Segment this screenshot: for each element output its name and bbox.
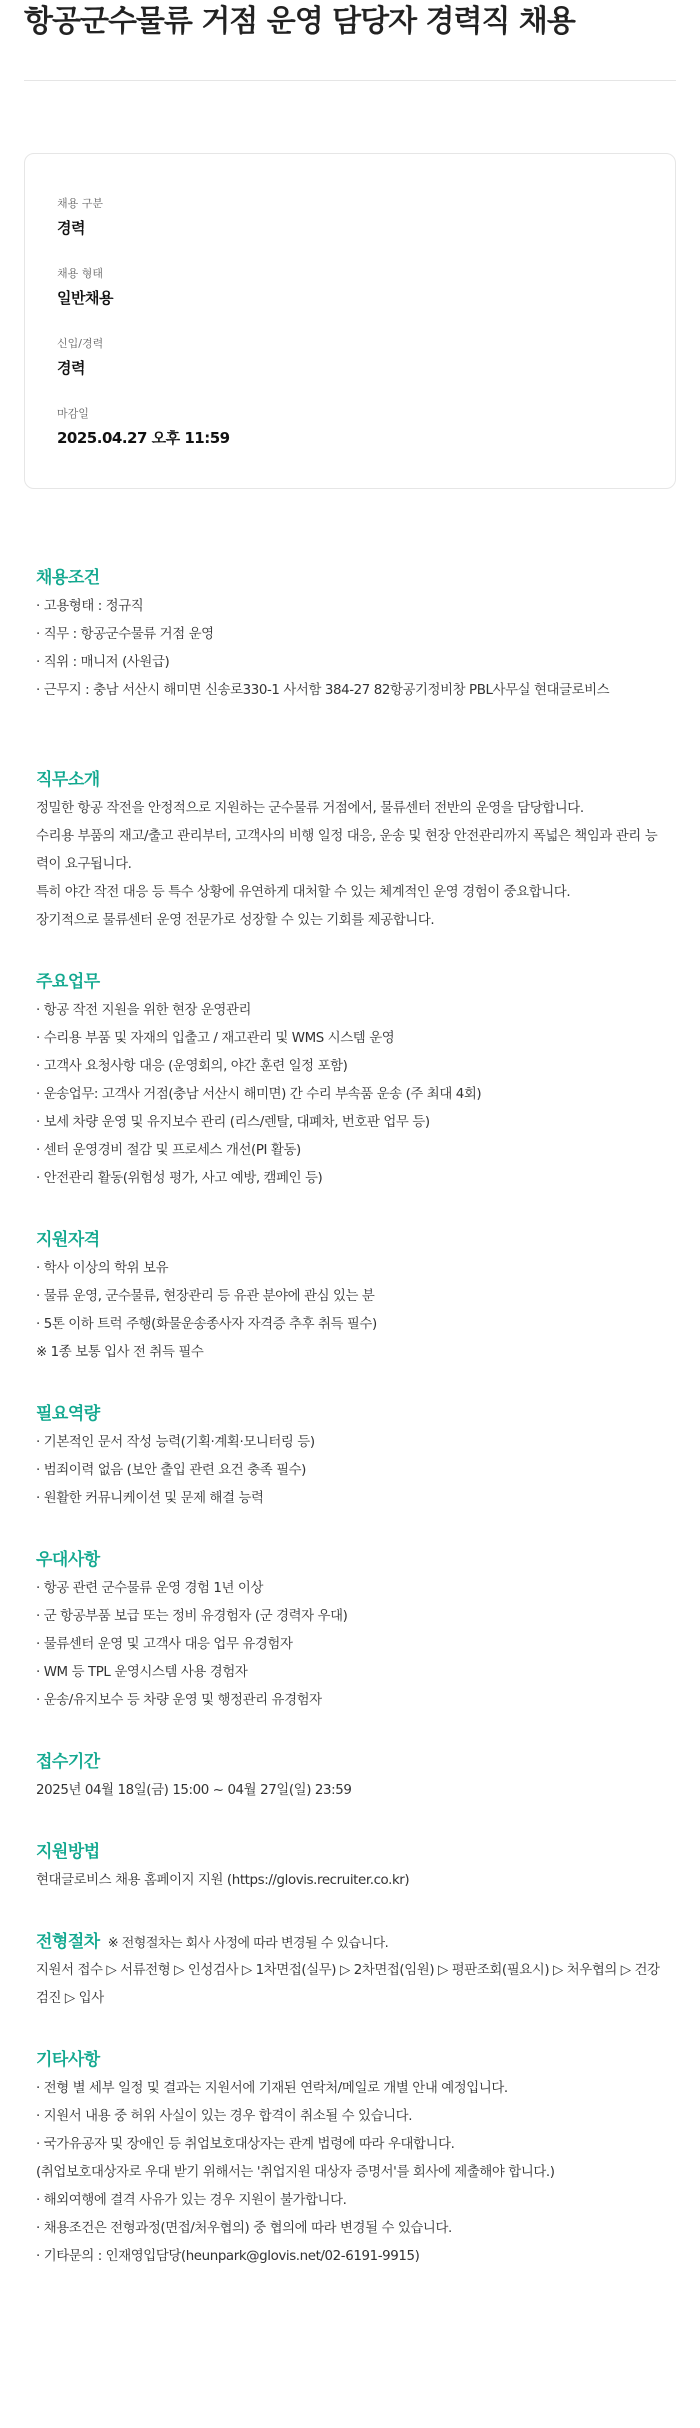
section-title: 기타사항 [36,2050,100,2070]
section-title: 직무소개 [36,770,100,790]
process-note: ※ 전형절차는 회사 사정에 따라 변경될 수 있습니다. [107,1936,389,1951]
summary-label: 채용 구분 [57,197,104,210]
page-title: 항공군수물류 거점 운영 담당자 경력직 채용 [24,4,575,39]
section-period [36,1747,664,1805]
title-divider [24,80,676,81]
section-apply [36,1837,664,1895]
list-item: · 범죄이력 없음 (보안 출입 관련 요건 충족 필수) [36,1463,306,1478]
list-item: · 물류센터 운영 및 고객사 대응 업무 유경험자 [36,1637,293,1652]
list-item: · 센터 운영경비 절감 및 프로세스 개선(PI 활동) [36,1143,301,1158]
section-title: 우대사항 [36,1550,100,1570]
list-item: · 기본적인 문서 작성 능력(기획·계획·모니터링 등) [36,1435,315,1450]
period-text: 2025년 04월 18일(금) 15:00 ~ 04월 27일(일) 23:59 [36,1783,352,1798]
paragraph-line: 수리용 부품의 재고/출고 관리부터, 고객사의 비행 일정 대응, 운송 및 현장 안전관리까지 폭넓은 책임과 관리 능력이 요구됩니다. [36,829,658,872]
list-item: · 운송/유지보수 등 차량 운영 및 행정관리 유경험자 [36,1693,322,1708]
list-item: · 항공 관련 군수물류 운영 경험 1년 이상 [36,1581,264,1596]
list-item: · 5톤 이하 트럭 주행(화물운송종사자 자격증 추후 취득 필수) [36,1317,377,1332]
section-title: 필요역량 [36,1404,100,1424]
section-qualifications [36,1225,664,1367]
job-description [0,489,700,2271]
list-item: · 해외여행에 결격 사유가 있는 경우 지원이 불가합니다. [36,2193,347,2208]
summary-label: 마감일 [57,407,89,420]
section-preferred [36,1545,664,1715]
section-title: 지원방법 [36,1842,100,1862]
paragraph-line: 장기적으로 물류센터 운영 전문가로 성장할 수 있는 기회를 제공합니다. [36,913,435,928]
summary-value: 경력 [57,359,85,377]
list-item: · WM 등 TPL 운영시스템 사용 경험자 [36,1665,248,1680]
list-item: · 보세 차량 운영 및 유지보수 관리 (리스/렌탈, 대폐차, 번호판 업무 등) [36,1115,430,1130]
list-item: · 안전관리 활동(위험성 평가, 사고 예방, 캠페인 등) [36,1171,323,1186]
summary-value: 2025.04.27 오후 11:59 [57,429,230,447]
list-item: · 국가유공자 및 장애인 등 취업보호대상자는 관계 법령에 따라 우대합니다. [36,2137,455,2152]
section-title: 전형절차 [36,1932,100,1952]
list-item: · 원활한 커뮤니케이션 및 문제 해결 능력 [36,1491,264,1506]
list-item: · 근무지 : 충남 서산시 해미면 신송로330-1 사서함 384-27 82항공기정비창 PBL사무실 현대글로비스 [36,683,610,698]
list-item: ※ 1종 보통 입사 전 취득 필수 [36,1345,204,1360]
list-item: · 물류 운영, 군수물류, 현장관리 등 유관 분야에 관심 있는 분 [36,1289,375,1304]
list-item: · 지원서 내용 중 허위 사실이 있는 경우 합격이 취소될 수 있습니다. [36,2109,413,2124]
paragraph-line: 특히 야간 작전 대응 등 특수 상황에 유연하게 대처할 수 있는 체계적인 운영 경험이 중요합니다. [36,885,571,900]
section-duties [36,967,664,1193]
summary-label: 채용 형태 [57,267,104,280]
list-item: · 직위 : 매니저 (사원급) [36,655,170,670]
summary-value: 경력 [57,219,85,237]
list-item: · 운송업무: 고객사 거점(충남 서산시 해미면) 간 수리 부속품 운송 (주 최대 4회) [36,1087,482,1102]
summary-item-deadline [57,404,643,474]
job-summary-card [24,153,676,489]
section-intro [36,765,664,935]
summary-label: 신입/경력 [57,337,104,350]
section-title: 접수기간 [36,1752,100,1772]
apply-method-text: 현대글로비스 채용 홈페이지 지원 (https://glovis.recruiter.co.kr) [36,1873,410,1888]
paragraph-line: 정밀한 항공 작전을 안정적으로 지원하는 군수물류 거점에서, 물류센터 전반의 운영을 담당합니다. [36,801,584,816]
section-etc [36,2045,664,2271]
summary-item-career [57,334,643,404]
list-item: · 군 항공부품 보급 또는 정비 유경험자 (군 경력자 우대) [36,1609,348,1624]
list-item: · 전형 별 세부 일정 및 결과는 지원서에 기재된 연락처/메일로 개별 안내 예정입니다. [36,2081,508,2096]
section-title: 주요업무 [36,972,100,992]
list-item: · 직무 : 항공군수물류 거점 운영 [36,627,214,642]
section-competencies [36,1399,664,1513]
list-item: · 항공 작전 지원을 위한 현장 운영관리 [36,1003,252,1018]
section-process [36,1927,664,2013]
summary-value: 일반채용 [57,289,113,307]
list-item: · 채용조건은 전형과정(면접/처우협의) 중 협의에 따라 변경될 수 있습니다. [36,2221,452,2236]
section-title-row [36,1927,664,1957]
list-item: · 고용형태 : 정규직 [36,599,144,614]
summary-item-type [57,264,643,334]
process-steps: 지원서 접수 ▷ 서류전형 ▷ 인성검사 ▷ 1차면접(실무) ▷ 2차면접(임원) ▷ 평판조회(필요시) ▷ 처우협의 ▷ 건강검진 ▷ 입사 [36,1963,660,2006]
list-item: · 기타문의 : 인재영입담당(heunpark@glovis.net/02-6191-9915) [36,2249,420,2264]
list-item: (취업보호대상자로 우대 받기 위해서는 '취업지원 대상자 증명서'를 회사에 제출해야 합니다.) [36,2165,555,2180]
summary-item-category [57,194,643,264]
list-item: · 학사 이상의 학위 보유 [36,1261,169,1276]
list-item: · 수리용 부품 및 자재의 입출고 / 재고관리 및 WMS 시스템 운영 [36,1031,395,1046]
section-conditions [36,563,664,733]
list-item: · 고객사 요청사항 대응 (운영회의, 야간 훈련 일정 포함) [36,1059,348,1074]
section-title: 채용조건 [36,568,100,588]
section-title: 지원자격 [36,1230,100,1250]
